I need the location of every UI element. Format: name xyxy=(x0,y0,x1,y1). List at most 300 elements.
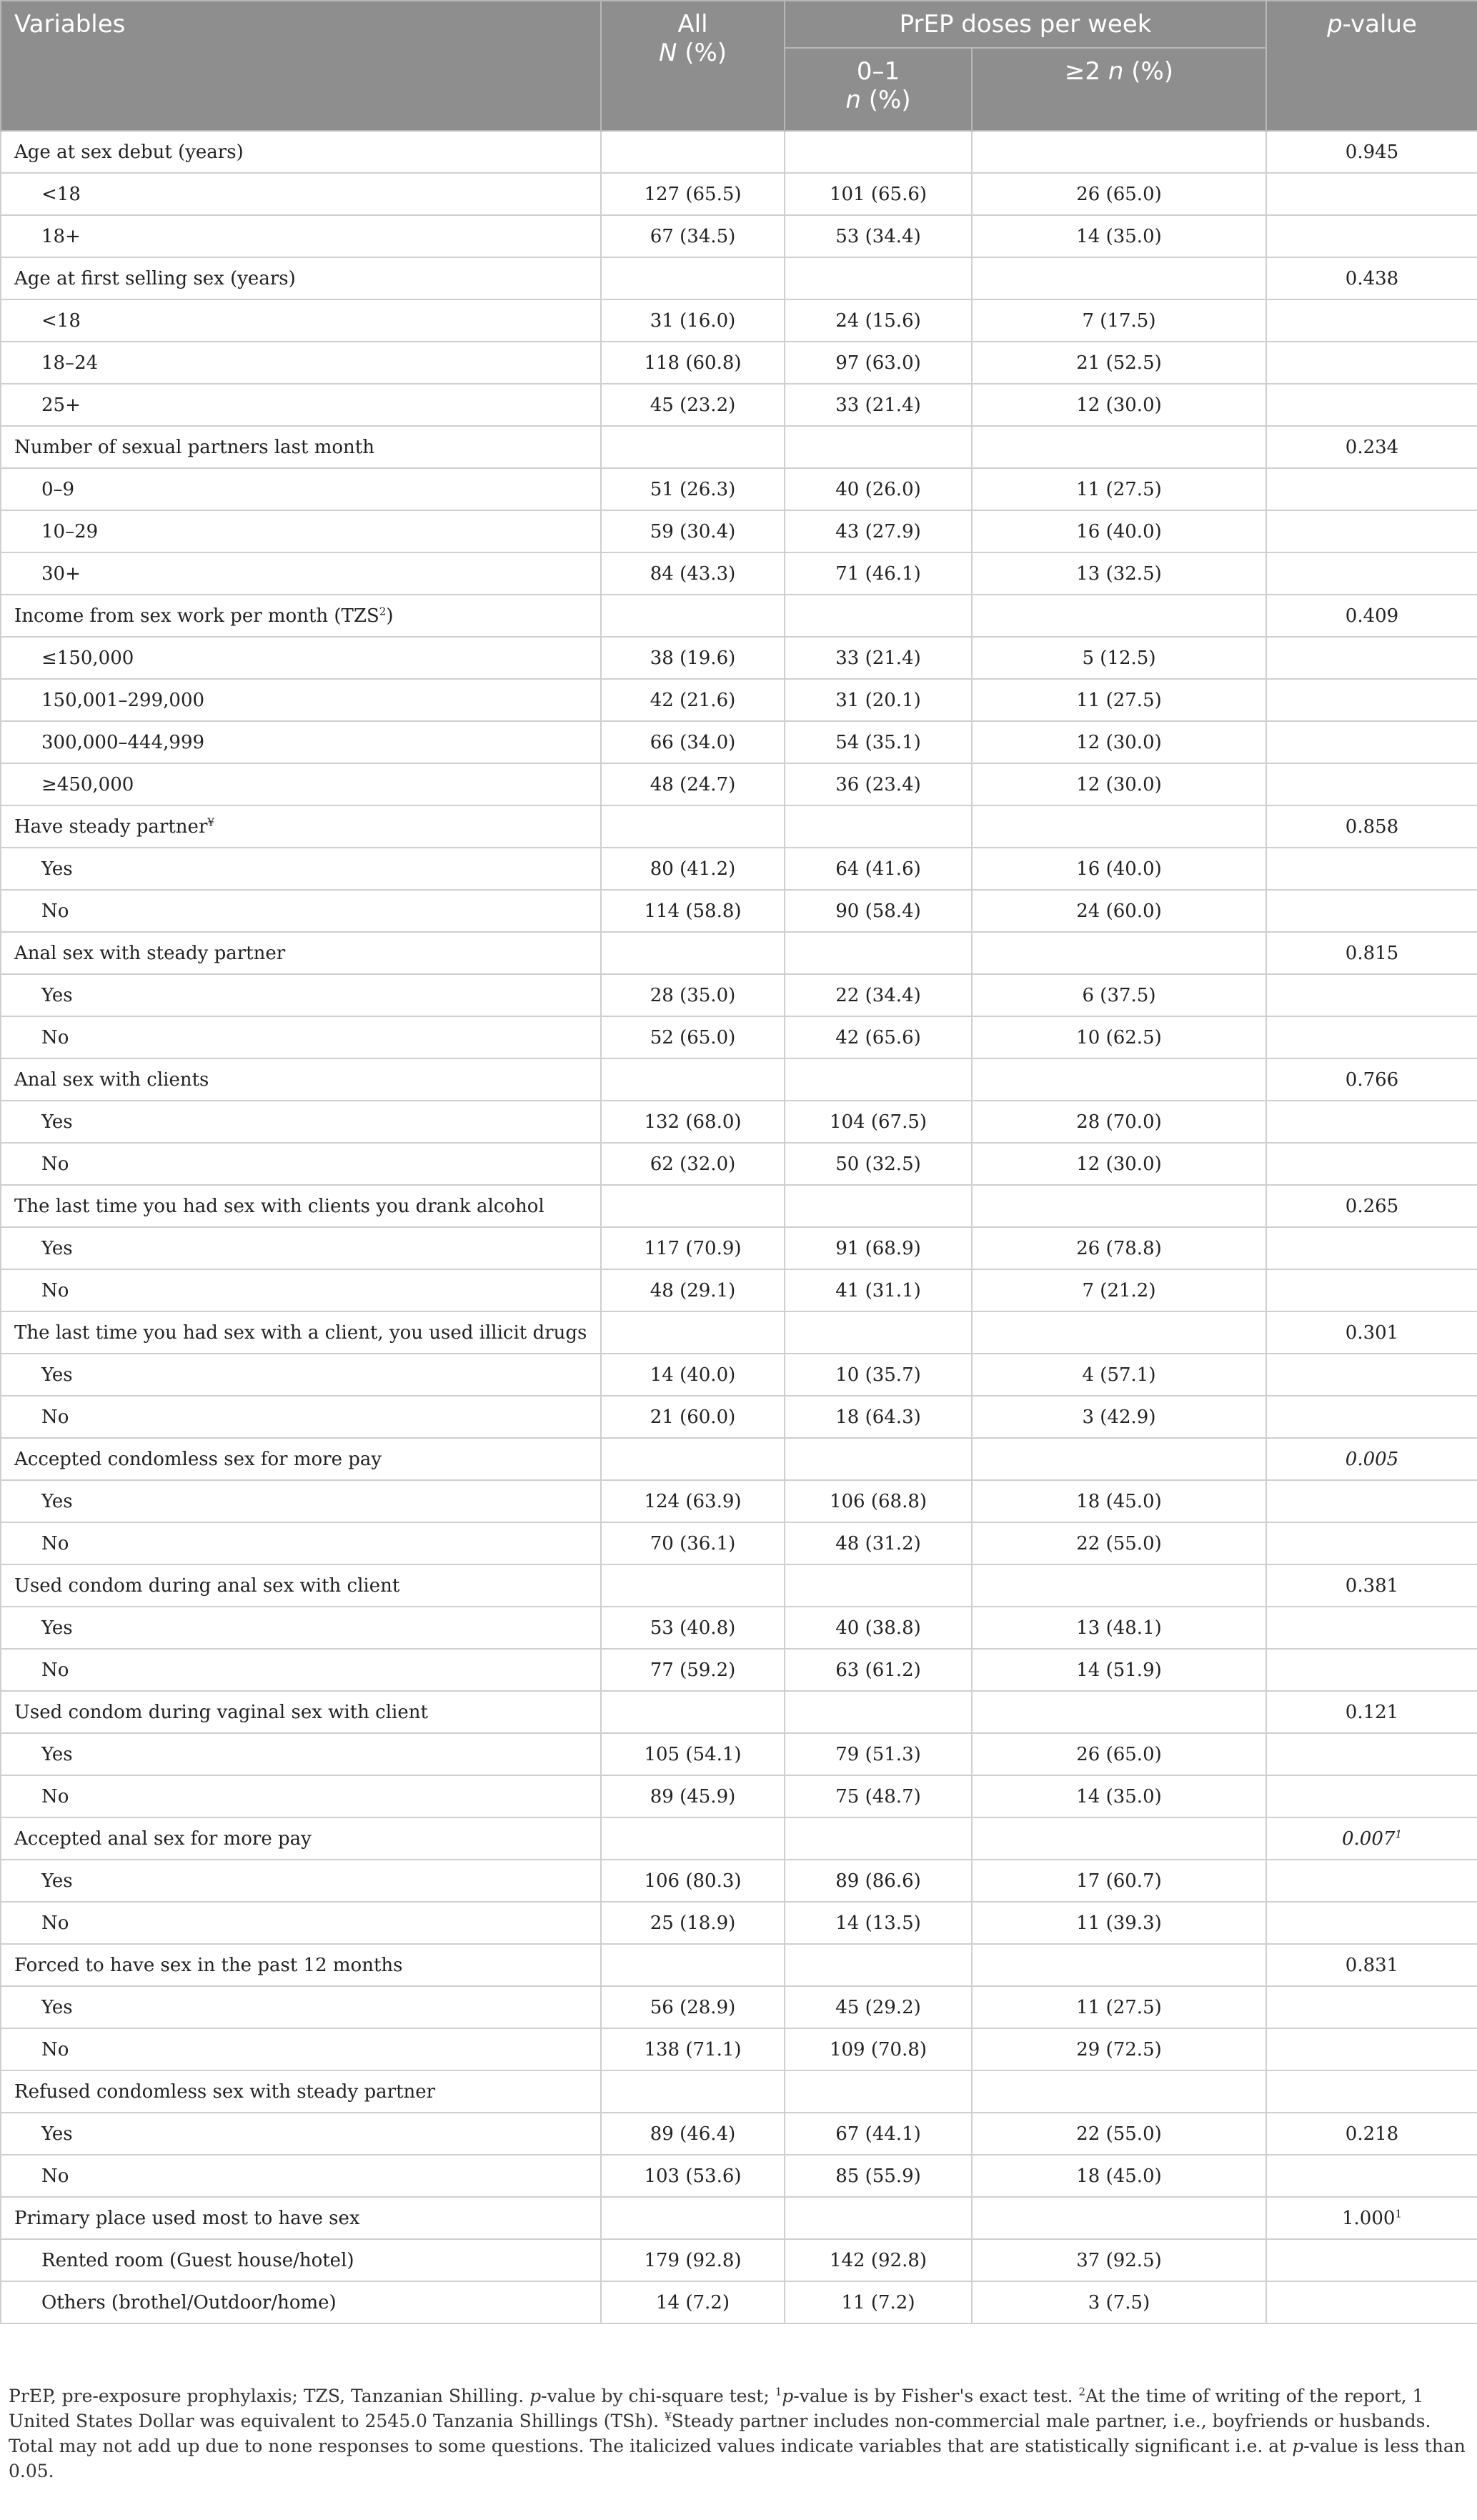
all-value: 28 (35.0) xyxy=(601,974,785,1016)
row-label: ≤150,000 xyxy=(1,637,601,679)
header-pvalue-rest: -value xyxy=(1342,10,1417,39)
all-value: 48 (29.1) xyxy=(601,1269,785,1311)
doses-2-plus-value: 12 (30.0) xyxy=(972,1143,1266,1185)
category-row xyxy=(1,131,1477,173)
p-value xyxy=(1266,890,1477,932)
p-value: 0.831 xyxy=(1266,1944,1477,1986)
doses-0-1-value: 71 (46.1) xyxy=(785,552,972,595)
category-label: Refused condomless sex with steady partner xyxy=(1,2070,601,2113)
doses-2-plus-value: 3 (7.5) xyxy=(972,2281,1266,2323)
table-row xyxy=(1,763,1477,805)
table-row xyxy=(1,1269,1477,1311)
doses-2-plus-value: 12 (30.0) xyxy=(972,384,1266,426)
doses-0-1-value: 53 (34.4) xyxy=(785,215,972,257)
doses-0-1-value: 142 (92.8) xyxy=(785,2239,972,2281)
doses-2-plus-value: 22 (55.0) xyxy=(972,1522,1266,1564)
doses-2-plus-value xyxy=(972,2197,1266,2239)
table-row xyxy=(1,637,1477,679)
doses-0-1-value: 91 (68.9) xyxy=(785,1227,972,1269)
p-value xyxy=(1266,1607,1477,1649)
all-value xyxy=(601,131,785,173)
p-value: 0.409 xyxy=(1266,595,1477,637)
all-value: 114 (58.8) xyxy=(601,890,785,932)
doses-0-1-value: 109 (70.8) xyxy=(785,2028,972,2070)
doses-2-plus-value: 37 (92.5) xyxy=(972,2239,1266,2281)
header-all-n: N xyxy=(658,39,677,67)
p-value: 0.945 xyxy=(1266,131,1477,173)
row-label: No xyxy=(1,1269,601,1311)
all-value: 80 (41.2) xyxy=(601,848,785,890)
all-value: 59 (30.4) xyxy=(601,510,785,552)
all-value xyxy=(601,2070,785,2113)
p-value xyxy=(1266,2239,1477,2281)
category-row xyxy=(1,1185,1477,1227)
all-value: 105 (54.1) xyxy=(601,1733,785,1775)
row-label: Yes xyxy=(1,1480,601,1522)
row-label: Others (brothel/Outdoor/home) xyxy=(1,2281,601,2323)
all-value xyxy=(601,1817,785,1860)
doses-2-plus-value: 6 (37.5) xyxy=(972,974,1266,1016)
all-value: 124 (63.9) xyxy=(601,1480,785,1522)
row-label: 18+ xyxy=(1,215,601,257)
category-row xyxy=(1,1944,1477,1986)
row-label: 150,001–299,000 xyxy=(1,679,601,721)
doses-2-plus-value: 14 (51.9) xyxy=(972,1649,1266,1691)
doses-0-1-value: 33 (21.4) xyxy=(785,637,972,679)
doses-2-plus-value: 16 (40.0) xyxy=(972,510,1266,552)
doses-2-plus-value: 21 (52.5) xyxy=(972,342,1266,384)
row-label: No xyxy=(1,1016,601,1058)
category-label: Number of sexual partners last month xyxy=(1,426,601,468)
row-label: Yes xyxy=(1,1227,601,1269)
row-label: No xyxy=(1,1902,601,1944)
row-label: No xyxy=(1,2028,601,2070)
table-row xyxy=(1,974,1477,1016)
all-value: 14 (7.2) xyxy=(601,2281,785,2323)
doses-0-1-value: 64 (41.6) xyxy=(785,848,972,890)
doses-0-1-value: 40 (38.8) xyxy=(785,1607,972,1649)
all-value: 51 (26.3) xyxy=(601,468,785,510)
category-row xyxy=(1,1564,1477,1607)
doses-0-1-value: 24 (15.6) xyxy=(785,299,972,342)
all-value xyxy=(601,1564,785,1607)
row-label: No xyxy=(1,1143,601,1185)
doses-0-1-value: 40 (26.0) xyxy=(785,468,972,510)
row-label: Yes xyxy=(1,1733,601,1775)
doses-0-1-value xyxy=(785,2197,972,2239)
p-value xyxy=(1266,1986,1477,2028)
table-row xyxy=(1,2281,1477,2323)
doses-2-plus-value: 4 (57.1) xyxy=(972,1354,1266,1396)
row-label: Yes xyxy=(1,1860,601,1902)
doses-0-1-value xyxy=(785,1185,972,1227)
category-label: Accepted anal sex for more pay xyxy=(1,1817,601,1860)
header-variables: Variables xyxy=(1,1,601,131)
table-body xyxy=(1,131,1477,2323)
doses-0-1-value xyxy=(785,805,972,848)
doses-0-1-value xyxy=(785,1817,972,1860)
category-row xyxy=(1,1058,1477,1101)
table-row xyxy=(1,215,1477,257)
p-value: 1.000$^1$ xyxy=(1266,2197,1477,2239)
all-value xyxy=(601,2197,785,2239)
all-value xyxy=(601,1058,785,1101)
all-value: 77 (59.2) xyxy=(601,1649,785,1691)
table-row xyxy=(1,1522,1477,1564)
category-row xyxy=(1,1438,1477,1480)
p-value xyxy=(1266,342,1477,384)
all-value: 89 (46.4) xyxy=(601,2113,785,2155)
category-row xyxy=(1,595,1477,637)
row-label: Yes xyxy=(1,1986,601,2028)
table-row xyxy=(1,1016,1477,1058)
row-label: 10–29 xyxy=(1,510,601,552)
category-label: Used condom during vaginal sex with client xyxy=(1,1691,601,1733)
header-g1-n: n xyxy=(845,86,861,114)
doses-0-1-value: 50 (32.5) xyxy=(785,1143,972,1185)
category-label: Forced to have sex in the past 12 months xyxy=(1,1944,601,1986)
p-value xyxy=(1266,1227,1477,1269)
header-doses-2-plus xyxy=(972,48,1266,131)
table-row xyxy=(1,552,1477,595)
p-value: 0.438 xyxy=(1266,257,1477,299)
all-value: 106 (80.3) xyxy=(601,1860,785,1902)
doses-0-1-value xyxy=(785,1691,972,1733)
doses-2-plus-value: 12 (30.0) xyxy=(972,763,1266,805)
doses-0-1-value xyxy=(785,257,972,299)
p-value xyxy=(1266,1354,1477,1396)
table-row xyxy=(1,1986,1477,2028)
row-label: ≥450,000 xyxy=(1,763,601,805)
all-value xyxy=(601,1185,785,1227)
table-row xyxy=(1,1607,1477,1649)
table-row xyxy=(1,721,1477,763)
category-row xyxy=(1,932,1477,974)
category-row xyxy=(1,2070,1477,2113)
row-label: Rented room (Guest house/hotel) xyxy=(1,2239,601,2281)
all-value: 67 (34.5) xyxy=(601,215,785,257)
doses-0-1-value: 22 (34.4) xyxy=(785,974,972,1016)
doses-0-1-value: 97 (63.0) xyxy=(785,342,972,384)
doses-2-plus-value: 14 (35.0) xyxy=(972,1775,1266,1817)
p-value: 0.815 xyxy=(1266,932,1477,974)
p-value xyxy=(1266,1016,1477,1058)
all-value: 132 (68.0) xyxy=(601,1101,785,1143)
table-row xyxy=(1,2028,1477,2070)
all-value: 66 (34.0) xyxy=(601,721,785,763)
all-value: 25 (18.9) xyxy=(601,1902,785,1944)
doses-2-plus-value: 12 (30.0) xyxy=(972,721,1266,763)
all-value: 38 (19.6) xyxy=(601,637,785,679)
category-row xyxy=(1,2197,1477,2239)
all-value: 89 (45.9) xyxy=(601,1775,785,1817)
p-value xyxy=(1266,2028,1477,2070)
doses-2-plus-value: 3 (42.9) xyxy=(972,1396,1266,1438)
doses-2-plus-value: 28 (70.0) xyxy=(972,1101,1266,1143)
all-value xyxy=(601,1311,785,1354)
doses-2-plus-value xyxy=(972,595,1266,637)
p-value xyxy=(1266,468,1477,510)
header-doses-0-1 xyxy=(785,48,972,131)
table-row xyxy=(1,890,1477,932)
p-value xyxy=(1266,1480,1477,1522)
p-value xyxy=(1266,1269,1477,1311)
row-label: <18 xyxy=(1,299,601,342)
category-label: Anal sex with steady partner xyxy=(1,932,601,974)
doses-2-plus-value: 22 (55.0) xyxy=(972,2113,1266,2155)
header-pvalue-p: p xyxy=(1327,10,1343,39)
all-value: 138 (71.1) xyxy=(601,2028,785,2070)
category-label: The last time you had sex with a client, you used illicit drugs xyxy=(1,1311,601,1354)
doses-2-plus-value xyxy=(972,131,1266,173)
doses-0-1-value: 90 (58.4) xyxy=(785,890,972,932)
p-value xyxy=(1266,1902,1477,1944)
category-label: Have steady partner¥ xyxy=(1,805,601,848)
all-value: 42 (21.6) xyxy=(601,679,785,721)
doses-0-1-value: 106 (68.8) xyxy=(785,1480,972,1522)
table-row xyxy=(1,510,1477,552)
p-value: 0.381 xyxy=(1266,1564,1477,1607)
category-row xyxy=(1,426,1477,468)
table-row xyxy=(1,468,1477,510)
p-value xyxy=(1266,173,1477,215)
header-pvalue xyxy=(1266,1,1477,131)
p-value xyxy=(1266,299,1477,342)
row-label: Yes xyxy=(1,848,601,890)
doses-2-plus-value: 16 (40.0) xyxy=(972,848,1266,890)
doses-2-plus-value: 11 (27.5) xyxy=(972,468,1266,510)
row-label: Yes xyxy=(1,1101,601,1143)
doses-2-plus-value: 11 (27.5) xyxy=(972,679,1266,721)
p-value xyxy=(1266,1101,1477,1143)
p-value: 0.234 xyxy=(1266,426,1477,468)
doses-0-1-value xyxy=(785,932,972,974)
doses-0-1-value: 11 (7.2) xyxy=(785,2281,972,2323)
doses-2-plus-value: 10 (62.5) xyxy=(972,1016,1266,1058)
table-row xyxy=(1,1354,1477,1396)
doses-2-plus-value xyxy=(972,1185,1266,1227)
doses-2-plus-value xyxy=(972,2070,1266,2113)
category-label: Primary place used most to have sex xyxy=(1,2197,601,2239)
doses-2-plus-value: 26 (65.0) xyxy=(972,1733,1266,1775)
doses-0-1-value xyxy=(785,1311,972,1354)
all-value: 117 (70.9) xyxy=(601,1227,785,1269)
table-row xyxy=(1,1775,1477,1817)
doses-2-plus-value xyxy=(972,1058,1266,1101)
doses-2-plus-value: 18 (45.0) xyxy=(972,2155,1266,2197)
table-row xyxy=(1,1227,1477,1269)
row-label: No xyxy=(1,1775,601,1817)
p-value xyxy=(1266,848,1477,890)
doses-2-plus-value: 11 (39.3) xyxy=(972,1902,1266,1944)
doses-2-plus-value: 26 (65.0) xyxy=(972,173,1266,215)
row-label: 25+ xyxy=(1,384,601,426)
category-row xyxy=(1,1691,1477,1733)
table-row xyxy=(1,1480,1477,1522)
doses-0-1-value: 67 (44.1) xyxy=(785,2113,972,2155)
all-value: 21 (60.0) xyxy=(601,1396,785,1438)
table-row xyxy=(1,1649,1477,1691)
p-value xyxy=(1266,2281,1477,2323)
table-row xyxy=(1,1396,1477,1438)
p-value: 0.121 xyxy=(1266,1691,1477,1733)
all-value: 48 (24.7) xyxy=(601,763,785,805)
doses-0-1-value xyxy=(785,426,972,468)
category-label: Age at first selling sex (years) xyxy=(1,257,601,299)
p-value xyxy=(1266,1860,1477,1902)
row-label: 18–24 xyxy=(1,342,601,384)
category-label: The last time you had sex with clients you drank alcohol xyxy=(1,1185,601,1227)
doses-2-plus-value xyxy=(972,1691,1266,1733)
doses-0-1-value: 36 (23.4) xyxy=(785,763,972,805)
table-row xyxy=(1,2239,1477,2281)
row-label: 0–9 xyxy=(1,468,601,510)
doses-0-1-value: 10 (35.7) xyxy=(785,1354,972,1396)
p-value xyxy=(1266,2070,1477,2113)
doses-0-1-value: 31 (20.1) xyxy=(785,679,972,721)
category-label: Age at sex debut (years) xyxy=(1,131,601,173)
doses-2-plus-value xyxy=(972,805,1266,848)
doses-2-plus-value: 7 (21.2) xyxy=(972,1269,1266,1311)
all-value: 103 (53.6) xyxy=(601,2155,785,2197)
p-value: 0.007$^1$ xyxy=(1266,1817,1477,1860)
all-value: 84 (43.3) xyxy=(601,552,785,595)
doses-2-plus-value xyxy=(972,1944,1266,1986)
table-row xyxy=(1,1101,1477,1143)
row-label: Yes xyxy=(1,1607,601,1649)
doses-0-1-value: 18 (64.3) xyxy=(785,1396,972,1438)
all-value: 70 (36.1) xyxy=(601,1522,785,1564)
doses-0-1-value: 101 (65.6) xyxy=(785,173,972,215)
category-label: Income from sex work per month (TZS$^2$) xyxy=(1,595,601,637)
all-value: 31 (16.0) xyxy=(601,299,785,342)
header-g2-prefix: ≥2 xyxy=(1064,57,1101,86)
p-value xyxy=(1266,763,1477,805)
doses-2-plus-value: 5 (12.5) xyxy=(972,637,1266,679)
p-value xyxy=(1266,679,1477,721)
all-value: 56 (28.9) xyxy=(601,1986,785,2028)
category-row xyxy=(1,1311,1477,1354)
all-value xyxy=(601,257,785,299)
doses-2-plus-value: 24 (60.0) xyxy=(972,890,1266,932)
p-value xyxy=(1266,1775,1477,1817)
p-value xyxy=(1266,637,1477,679)
row-label: <18 xyxy=(1,173,601,215)
all-value: 62 (32.0) xyxy=(601,1143,785,1185)
doses-0-1-value: 75 (48.7) xyxy=(785,1775,972,1817)
p-value xyxy=(1266,1733,1477,1775)
all-value: 52 (65.0) xyxy=(601,1016,785,1058)
all-value xyxy=(601,805,785,848)
p-value xyxy=(1266,1396,1477,1438)
doses-2-plus-value: 11 (27.5) xyxy=(972,1986,1266,2028)
p-value: 0.301 xyxy=(1266,1311,1477,1354)
category-label: Anal sex with clients xyxy=(1,1058,601,1101)
header-all-pct: (%) xyxy=(685,39,727,67)
row-label: No xyxy=(1,890,601,932)
category-row xyxy=(1,805,1477,848)
header-g2-n: n xyxy=(1108,57,1124,86)
doses-0-1-value: 33 (21.4) xyxy=(785,384,972,426)
doses-0-1-value: 48 (31.2) xyxy=(785,1522,972,1564)
row-label: No xyxy=(1,2155,601,2197)
table-row xyxy=(1,2155,1477,2197)
row-label: Yes xyxy=(1,974,601,1016)
doses-2-plus-value xyxy=(972,1817,1266,1860)
doses-2-plus-value: 29 (72.5) xyxy=(972,2028,1266,2070)
doses-0-1-value: 89 (86.6) xyxy=(785,1860,972,1902)
table-row xyxy=(1,1902,1477,1944)
header-all xyxy=(601,1,785,131)
header-prep-group: PrEP doses per week xyxy=(785,1,1266,48)
p-value xyxy=(1266,1522,1477,1564)
doses-2-plus-value xyxy=(972,1311,1266,1354)
header-g1-line1: 0–1 xyxy=(856,57,900,86)
doses-0-1-value: 14 (13.5) xyxy=(785,1902,972,1944)
table-row xyxy=(1,2113,1477,2155)
row-label: 300,000–444,999 xyxy=(1,721,601,763)
all-value xyxy=(601,1944,785,1986)
doses-0-1-value: 42 (65.6) xyxy=(785,1016,972,1058)
table-row xyxy=(1,342,1477,384)
all-value: 179 (92.8) xyxy=(601,2239,785,2281)
p-value xyxy=(1266,974,1477,1016)
category-row xyxy=(1,1817,1477,1860)
doses-0-1-value xyxy=(785,1058,972,1101)
row-label: No xyxy=(1,1522,601,1564)
all-value xyxy=(601,595,785,637)
header-g1-pct: (%) xyxy=(868,86,911,114)
doses-0-1-value xyxy=(785,1438,972,1480)
doses-0-1-value: 85 (55.9) xyxy=(785,2155,972,2197)
p-value xyxy=(1266,552,1477,595)
all-value: 118 (60.8) xyxy=(601,342,785,384)
doses-0-1-value: 41 (31.1) xyxy=(785,1269,972,1311)
row-label: No xyxy=(1,1649,601,1691)
row-label: Yes xyxy=(1,2113,601,2155)
doses-2-plus-value: 14 (35.0) xyxy=(972,215,1266,257)
p-value xyxy=(1266,1143,1477,1185)
doses-2-plus-value: 17 (60.7) xyxy=(972,1860,1266,1902)
table-footnote: PrEP, pre-exposure prophylaxis; TZS, Tanzanian Shilling. p-value by chi-square test; $^1$p-value is by Fisher's exact test. $^2$At the time of writing of the report, 1 United States Dollar was equivalent to 2545.0 Tanzania Shillings (TSh). ¥Steady partner includes non-commercial male partner, i.e., boyfriends or husbands. Total may not add up due to none responses to some questions. The italicized values indicate variables that are statistically significant i.e. at p-value is less than 0.05. xyxy=(9,2385,1466,2481)
all-value xyxy=(601,1438,785,1480)
all-value: 53 (40.8) xyxy=(601,1607,785,1649)
p-value: 0.265 xyxy=(1266,1185,1477,1227)
row-label: 30+ xyxy=(1,552,601,595)
all-value xyxy=(601,1691,785,1733)
category-label: Accepted condomless sex for more pay xyxy=(1,1438,601,1480)
table-row xyxy=(1,848,1477,890)
table-row xyxy=(1,384,1477,426)
all-value: 14 (40.0) xyxy=(601,1354,785,1396)
all-value xyxy=(601,932,785,974)
doses-0-1-value: 54 (35.1) xyxy=(785,721,972,763)
doses-0-1-value xyxy=(785,131,972,173)
p-value: 0.766 xyxy=(1266,1058,1477,1101)
doses-0-1-value xyxy=(785,595,972,637)
p-value xyxy=(1266,215,1477,257)
p-value: 0.005 xyxy=(1266,1438,1477,1480)
doses-2-plus-value: 13 (48.1) xyxy=(972,1607,1266,1649)
table-row xyxy=(1,679,1477,721)
p-value xyxy=(1266,1649,1477,1691)
doses-2-plus-value: 26 (78.8) xyxy=(972,1227,1266,1269)
doses-2-plus-value: 7 (17.5) xyxy=(972,299,1266,342)
table-row xyxy=(1,1860,1477,1902)
header-all-line1: All xyxy=(677,10,708,39)
doses-2-plus-value xyxy=(972,1564,1266,1607)
header-g2-pct: (%) xyxy=(1131,57,1174,86)
